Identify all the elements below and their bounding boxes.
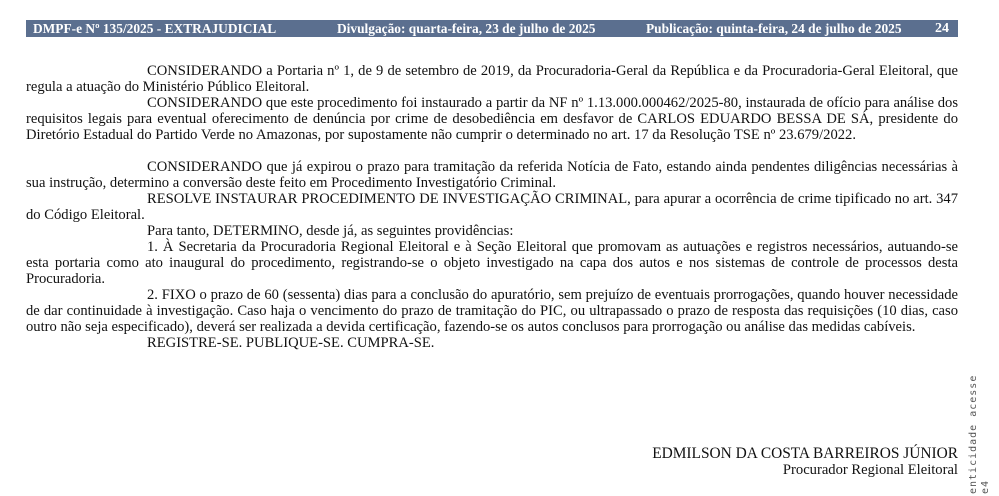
page-header-bar bbox=[26, 20, 958, 37]
paragraph-resolve: RESOLVE INSTAURAR PROCEDIMENTO DE INVESTIGAÇÃO CRIMINAL, para apurar a ocorrência de crime tipificado no art. 347 do Código Eleitoral. bbox=[26, 191, 958, 223]
paragraph-considerando-portaria: CONSIDERANDO a Portaria nº 1, de 9 de setembro de 2019, da Procuradoria-Geral da República e da Procuradoria-Geral Eleitoral, que regula a atuação do Ministério Público Eleitoral. bbox=[26, 63, 958, 95]
publication-date: Publicação: quinta-feira, 24 de julho de 2025 bbox=[646, 20, 902, 36]
paragraph-considerando-prazo: CONSIDERANDO que já expirou o prazo para tramitação da referida Notícia de Fato, estando ainda pendentes diligências necessárias à sua instrução, determino a conversão deste feito em Procedimento Investigatório Criminal. bbox=[26, 159, 958, 191]
paragraph-item-1: 1. À Secretaria da Procuradoria Regional Eleitoral e à Seção Eleitoral que promovam as autuações e registros necessários, autuando-se esta portaria como ato inaugural do procedimento, registrando-se o objeto investigado na capa dos autos e nos sistemas de controle de processos desta Procuradoria. bbox=[26, 239, 958, 287]
authenticity-text: enticidade acesse bbox=[968, 374, 979, 494]
authenticity-sidebar bbox=[966, 348, 996, 494]
signatory-name: EDMILSON DA COSTA BARREIROS JÚNIOR bbox=[652, 445, 958, 462]
paragraph-closing: REGISTRE-SE. PUBLIQUE-SE. CUMPRA-SE. bbox=[147, 335, 435, 351]
paragraph-considerando-nf: CONSIDERANDO que este procedimento foi instaurado a partir da NF nº 1.13.000.000462/2025-80, instaurada de ofício para análise dos requisitos legais para eventual oferecimento de denúncia por crime de desobediência em desfavor de CARLOS EDUARDO BESSA DE SÁ, presidente do Diretório Estadual do Partido Verde no Amazonas, por supostamente não cumprir o determinado no art. 17 da Resolução TSE nº 23.679/2022. bbox=[26, 95, 958, 143]
paragraph-item-2: 2. FIXO o prazo de 60 (sessenta) dias para a conclusão do apuratório, sem prejuízo de eventuais prorrogações, quando houver necessidade de dar continuidade à investigação. Caso haja o vencimento do prazo de tramitação do PIC, ou ultrapassado o prazo de resposta das requisições (10 dias, caso outro não seja especificado), deverá ser realizada a devida certificação, fazendo-se os autos conclusos para prorrogação ou análise das medidas cabíveis. bbox=[26, 287, 958, 335]
paragraph-determino: Para tanto, DETERMINO, desde já, as seguintes providências: bbox=[147, 223, 514, 239]
signature-block bbox=[652, 446, 958, 478]
disclosure-date: Divulgação: quarta-feira, 23 de julho de 2025 bbox=[337, 20, 596, 36]
document-body bbox=[26, 63, 958, 351]
authenticity-code: e4 bbox=[980, 479, 991, 494]
signatory-title: Procurador Regional Eleitoral bbox=[782, 462, 958, 478]
page-number: 24 bbox=[935, 20, 949, 36]
journal-edition: DMPF-e Nº 135/2025 - EXTRAJUDICIAL bbox=[33, 20, 277, 36]
